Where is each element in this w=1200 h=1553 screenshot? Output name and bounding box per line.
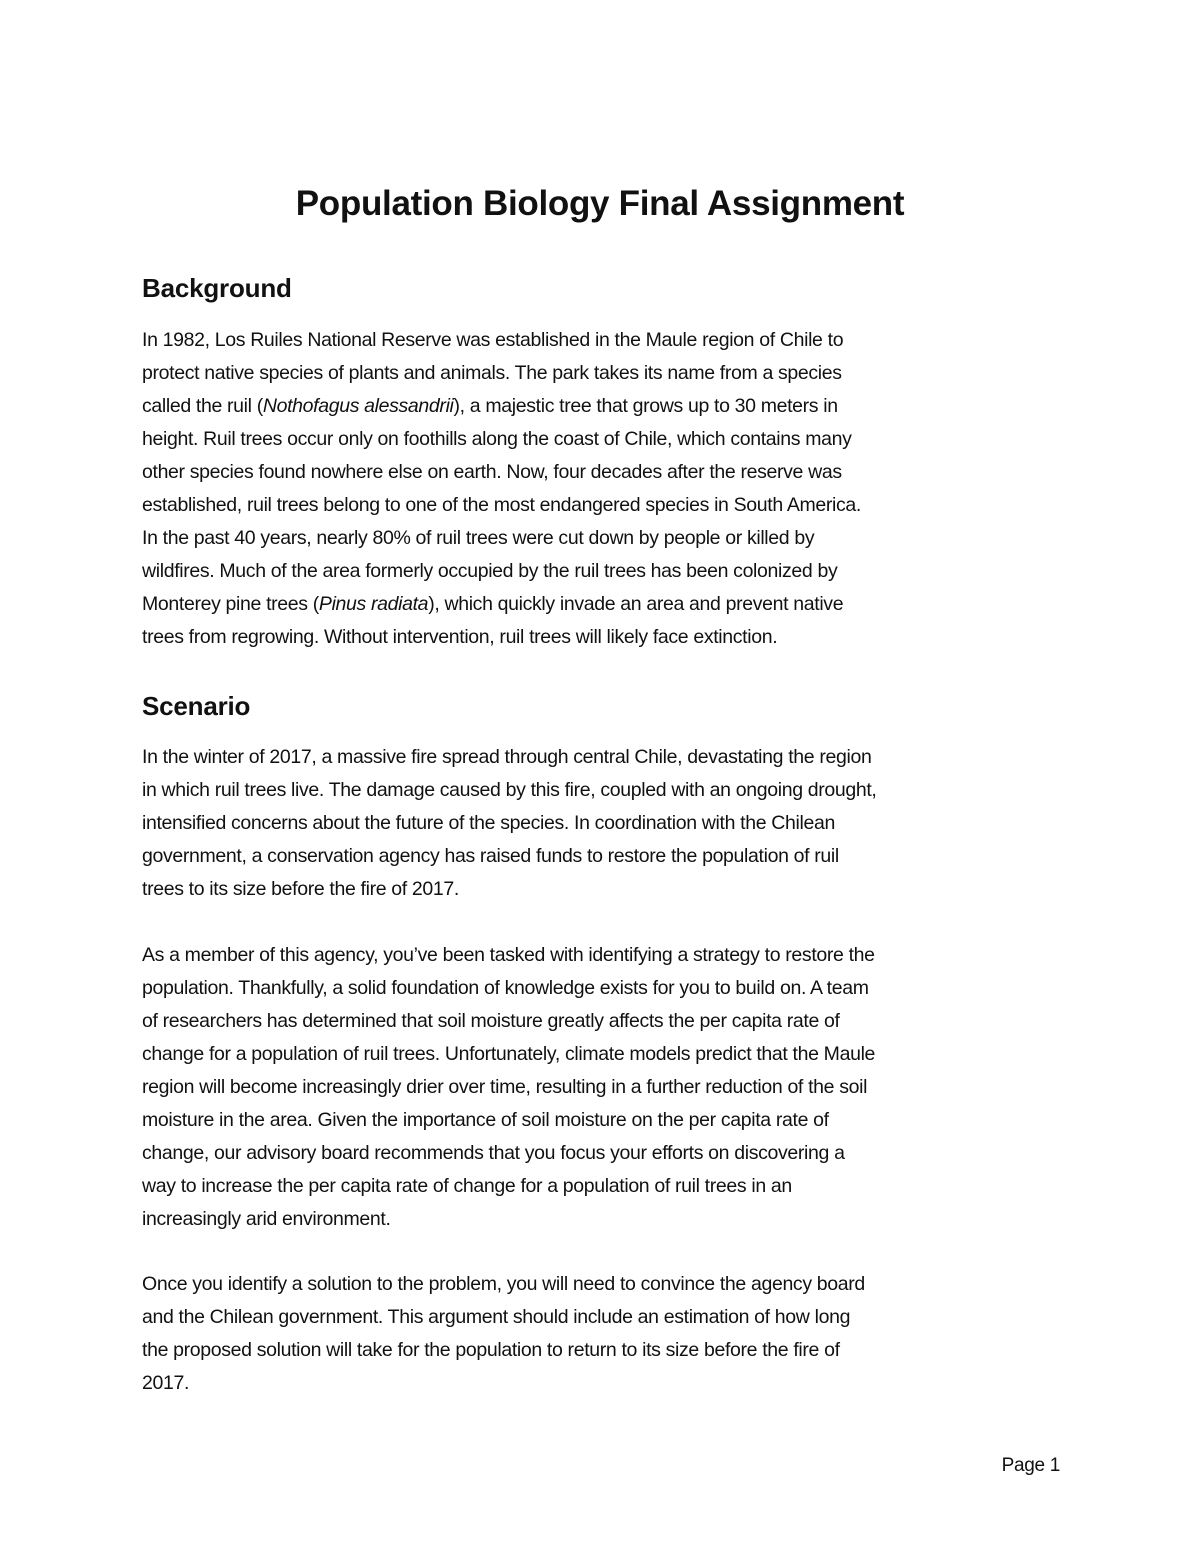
text-line [142, 621, 1072, 654]
text-line [142, 456, 1072, 489]
text-segment: way to increase the per capita rate of change for a population of ruil trees in an [142, 1175, 792, 1197]
text-line [142, 741, 1072, 774]
text-line [142, 1071, 1072, 1104]
text-segment: In 1982, Los Ruiles National Reserve was established in the Maule region of Chile to [142, 329, 844, 351]
text-segment: change, our advisory board recommends that you focus your efforts on discovering a [142, 1142, 845, 1164]
text-line [142, 1137, 1072, 1170]
text-segment: of researchers has determined that soil moisture greatly affects the per capita rate of [142, 1010, 840, 1032]
text-segment: established, ruil trees belong to one of the most endangered species in South America. [142, 494, 861, 516]
text-segment: In the past 40 years, nearly 80% of ruil trees were cut down by people or killed by [142, 527, 815, 549]
text-segment: government, a conservation agency has raised funds to restore the population of ruil [142, 845, 839, 867]
document-title: Population Biology Final Assignment [295, 184, 905, 223]
text-segment: height. Ruil trees occur only on foothills along the coast of Chile, which contains many [142, 428, 852, 450]
text-segment: the proposed solution will take for the population to return to its size before the fire of [142, 1339, 840, 1361]
text-segment: called the ruil ( [142, 395, 263, 417]
text-segment: ), a majestic tree that grows up to 30 meters in [453, 395, 838, 417]
text-segment: intensified concerns about the future of the species. In coordination with the Chilean [142, 812, 835, 834]
text-line [142, 390, 1072, 423]
text-line [142, 807, 1072, 840]
text-line [142, 774, 1072, 807]
text-segment: In the winter of 2017, a massive fire spread through central Chile, devastating the region [142, 746, 872, 768]
text-line [142, 1203, 1072, 1236]
scenario-paragraph-1 [142, 741, 1072, 906]
text-line [142, 873, 1072, 906]
text-line [142, 357, 1072, 390]
text-line [142, 423, 1072, 456]
scientific-name: Pinus radiata [318, 593, 429, 615]
text-line [142, 939, 1072, 972]
page-number: Page 1 [1001, 1455, 1060, 1476]
text-line [142, 840, 1072, 873]
text-line [142, 324, 1072, 357]
text-segment: change for a population of ruil trees. Unfortunately, climate models predict that the Maule [142, 1043, 876, 1065]
text-line [142, 1104, 1072, 1137]
text-line [142, 1005, 1072, 1038]
scientific-name: Nothofagus alessandrii [262, 395, 454, 417]
text-segment: population. Thankfully, a solid foundation of knowledge exists for you to build on. A team [142, 977, 869, 999]
text-line [142, 1367, 1072, 1400]
text-segment: 2017. [142, 1372, 190, 1394]
text-segment: Once you identify a solution to the problem, you will need to convince the agency board [142, 1273, 865, 1295]
text-segment: Monterey pine trees ( [142, 593, 319, 615]
text-line [142, 522, 1072, 555]
text-segment: trees to its size before the fire of 2017. [142, 878, 459, 900]
section-heading-scenario: Scenario [142, 691, 251, 721]
text-segment: As a member of this agency, you’ve been tasked with identifying a strategy to restore the [142, 944, 875, 966]
scenario-paragraph-3 [142, 1268, 1072, 1400]
text-line [142, 555, 1072, 588]
text-segment: protect native species of plants and animals. The park takes its name from a species [142, 362, 842, 384]
text-segment: region will become increasingly drier over time, resulting in a further reduction of the soil [142, 1076, 868, 1098]
scenario-paragraph-2 [142, 939, 1072, 1236]
text-line [142, 1268, 1072, 1301]
text-segment: in which ruil trees live. The damage caused by this fire, coupled with an ongoing drought, [142, 779, 877, 801]
text-line [142, 1170, 1072, 1203]
text-segment: increasingly arid environment. [142, 1208, 391, 1230]
text-segment: other species found nowhere else on earth. Now, four decades after the reserve was [142, 461, 842, 483]
text-segment: trees from regrowing. Without intervention, ruil trees will likely face extinction. [142, 626, 778, 648]
background-paragraph [142, 324, 1072, 654]
text-segment: moisture in the area. Given the importance of soil moisture on the per capita rate of [142, 1109, 829, 1131]
text-line [142, 588, 1072, 621]
text-line [142, 489, 1072, 522]
section-heading-background: Background [142, 273, 292, 303]
text-segment: and the Chilean government. This argument should include an estimation of how long [142, 1306, 851, 1328]
text-segment: wildfires. Much of the area formerly occupied by the ruil trees has been colonized by [142, 560, 838, 582]
text-line [142, 972, 1072, 1005]
text-line [142, 1038, 1072, 1071]
text-segment: ), which quickly invade an area and prevent native [428, 593, 844, 615]
text-line [142, 1334, 1072, 1367]
text-line [142, 1301, 1072, 1334]
